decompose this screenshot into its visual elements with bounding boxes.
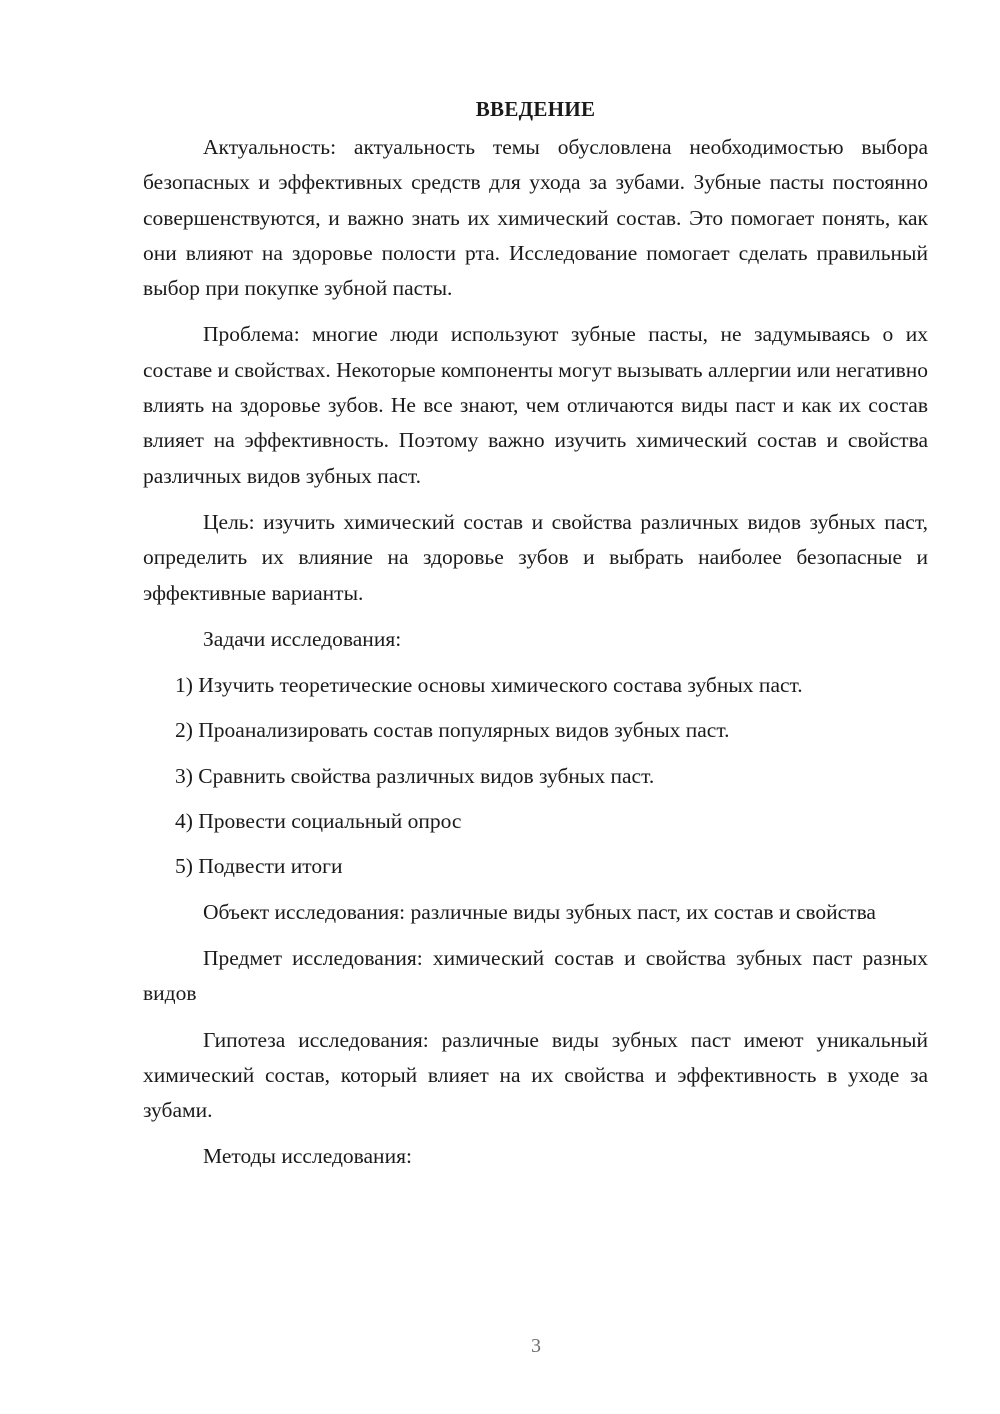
task-item-2: 2) Проанализировать состав популярных видов зубных паст. [175, 718, 730, 743]
task-item-1: 1) Изучить теоретические основы химического состава зубных паст. [175, 673, 803, 698]
methods-title: Методы исследования: [203, 1144, 412, 1169]
page-number: 3 [531, 1335, 541, 1357]
page-content [143, 94, 928, 1186]
object-paragraph: Объект исследования: различные виды зубных паст, их состав и свойства [203, 899, 876, 924]
task-item-4: 4) Провести социальный опрос [175, 809, 462, 834]
relevance-paragraph: Актуальность: актуальность темы обусловлена необходимостью выбора безопасных и эффективных средств для ухода за зубами. Зубные пасты постоянно совершенствуются, и важно знать их химический состав. Это помогает понять, как они влияют на здоровье полости рта. Исследование помогает сделать правильный выбор при покупке зубной пасты. [143, 135, 928, 301]
task-item-3: 3) Сравнить свойства различных видов зубных паст. [175, 763, 655, 788]
problem-paragraph: Проблема: многие люди используют зубные пасты, не задумываясь о их составе и свойствах. Некоторые компоненты могут вызывать аллергии или негативно влиять на здоровье зубов. Не все знают, чем отличаются виды паст и как их состав влияет на эффективность. Поэтому важно изучить химический состав и свойства различных видов зубных паст. [143, 322, 928, 488]
hypothesis-paragraph: Гипотеза исследования: различные виды зубных паст имеют уникальный химический состав, который влияет на их свойства и эффективность в уходе за зубами. [143, 1027, 928, 1123]
subject-paragraph: Предмет исследования: химический состав и свойства зубных паст разных видов [143, 945, 928, 1006]
goal-paragraph: Цель: изучить химический состав и свойства различных видов зубных паст, определить их влияние на здоровье зубов и выбрать наиболее безопасные и эффективные варианты. [143, 509, 928, 605]
section-heading: ВВЕДЕНИЕ [475, 97, 596, 121]
tasks-title: Задачи исследования: [203, 626, 402, 651]
task-item-5: 5) Подвести итоги [175, 854, 343, 879]
